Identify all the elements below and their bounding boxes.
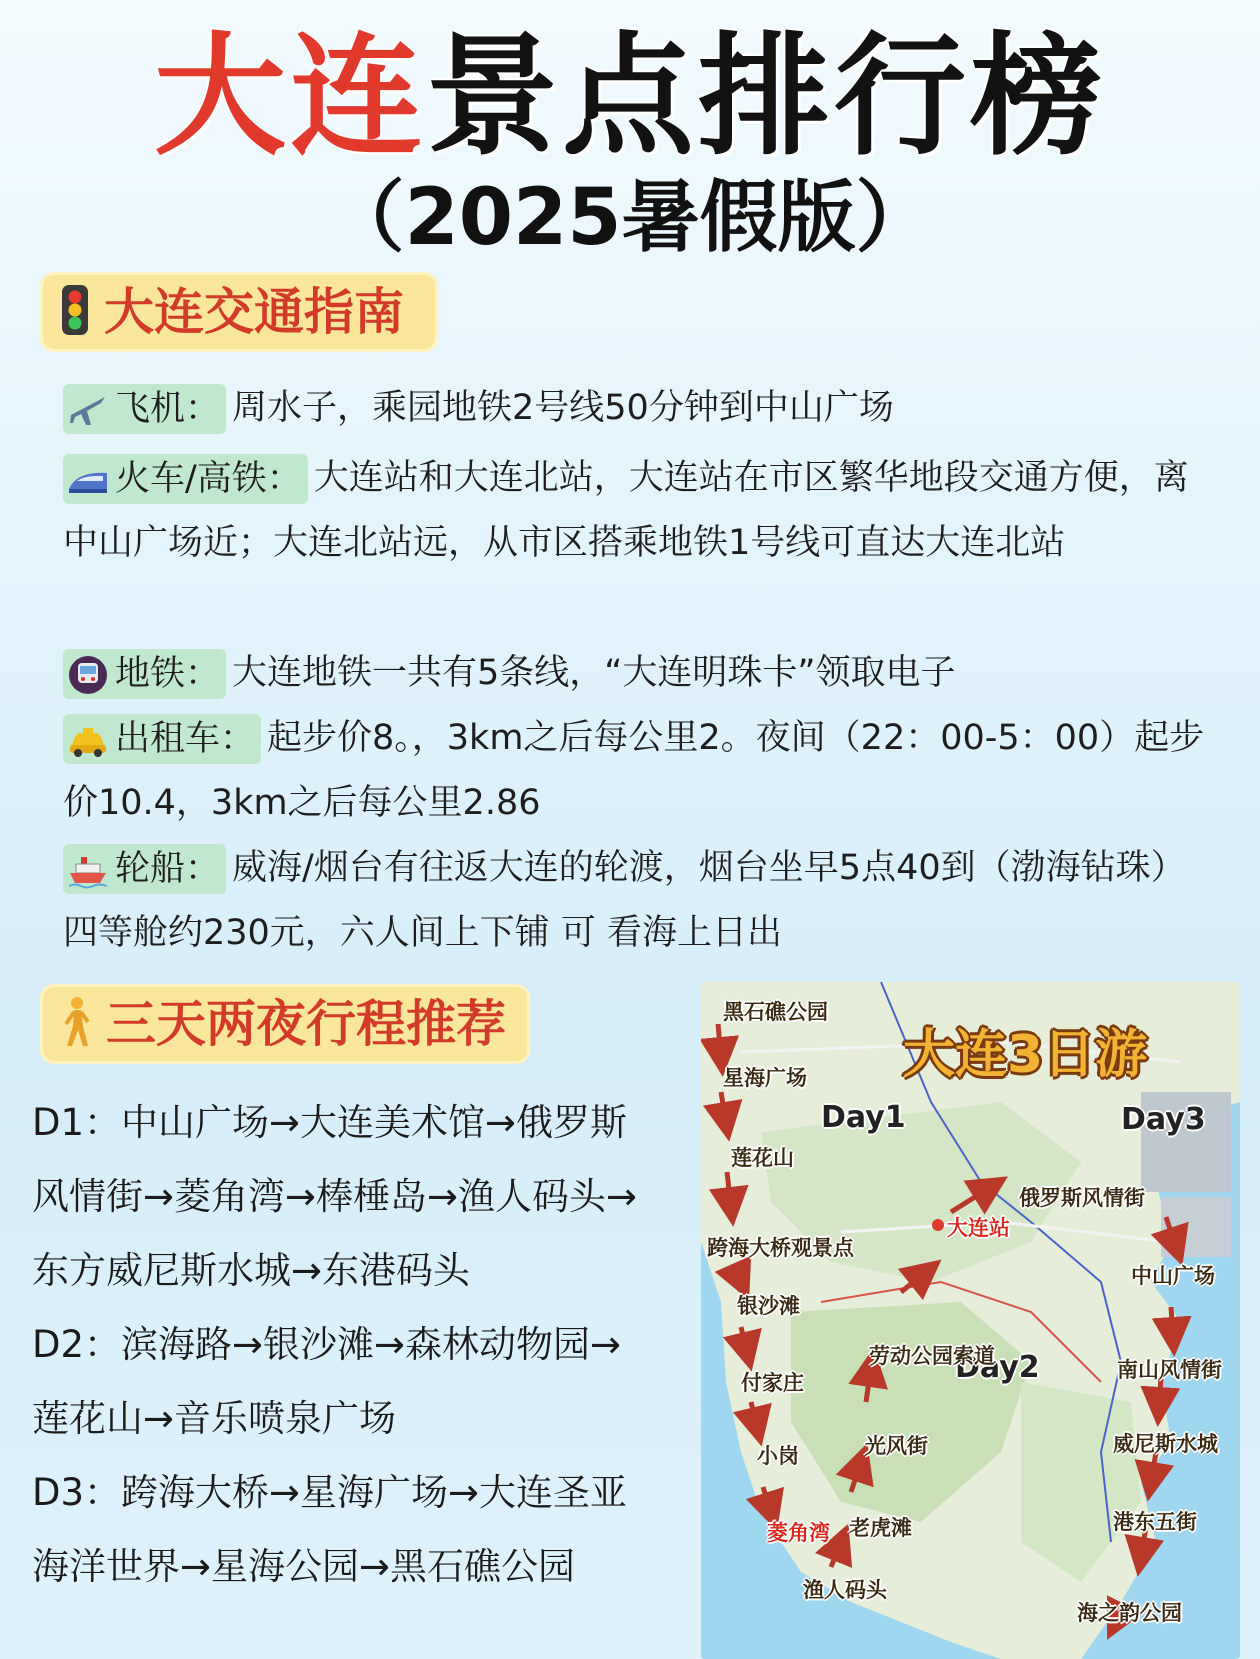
traffic-section-title: 大连交通指南	[104, 283, 404, 341]
map-stop: 菱角湾	[767, 1521, 830, 1545]
taxi-icon	[67, 718, 109, 760]
transport-text: 起步价8。，3km之后每公里2。夜间（22：00-5：00）起步价10.4，3km之后每公里2.86	[63, 718, 1205, 823]
map-stop: 莲花山	[731, 1146, 794, 1170]
map-day1-label: Day1	[821, 1100, 906, 1135]
map-stop: 劳动公园索道	[869, 1344, 995, 1368]
map-stop: 光风街	[865, 1434, 928, 1458]
map-stop: 南山风情街	[1117, 1358, 1222, 1382]
map-stop: 小岗	[757, 1444, 799, 1468]
train-tag: 火车/高铁：	[63, 454, 308, 504]
transport-item-plane	[63, 376, 1213, 441]
map-stop: 跨海大桥观景点	[707, 1236, 854, 1260]
map-stop: 黑石礁公园	[723, 1000, 828, 1024]
map-stop: 付家庄	[741, 1371, 804, 1395]
map-stop: 海之韵公园	[1077, 1601, 1182, 1625]
page-subtitle: （2025暑假版）	[326, 173, 934, 263]
taxi-tag: 出租车：	[63, 714, 261, 764]
route-map	[701, 982, 1240, 1659]
traffic-section-header	[40, 272, 438, 352]
plane-tag: 飞机：	[63, 384, 226, 434]
map-stop: 威尼斯水城	[1113, 1432, 1218, 1456]
bullet-train-icon	[67, 458, 109, 500]
transport-item-metro	[63, 641, 1213, 706]
title-rest: 景点排行榜	[426, 20, 1106, 174]
itinerary-section-title: 三天两夜行程推荐	[106, 995, 506, 1053]
itinerary-day-3: D3：跨海大桥→星海广场→大连圣亚海洋世界→星海公园→黑石礁公园	[32, 1471, 628, 1588]
itinerary-day-2: D2：滨海路→银沙滩→森林动物园→莲花山→音乐喷泉广场	[32, 1323, 622, 1440]
transport-text: 大连站和大连北站，大连站在市区繁华地段交通方便，离中山广场近；大连北站远，从市区搭乘地铁1号线可直达大连北站	[63, 458, 1189, 563]
transport-item-taxi	[63, 706, 1213, 836]
itinerary-section-header	[40, 984, 530, 1064]
ship-icon	[67, 848, 109, 890]
metro-tag: 地铁：	[63, 649, 226, 699]
traffic-light-icon	[60, 284, 90, 340]
itinerary-day-1: D1：中山广场→大连美术馆→俄罗斯风情街→菱角湾→棒棰岛→渔人码头→东方威尼斯水城→东港码头	[32, 1101, 638, 1292]
transport-text: 大连地铁一共有5条线，“大连明珠卡”领取电子	[232, 653, 956, 693]
airplane-icon	[67, 388, 109, 430]
page-title	[0, 22, 1260, 172]
transport-text: 周水子，乘园地铁2号线50分钟到中山广场	[232, 388, 894, 428]
itinerary-list	[32, 1086, 652, 1604]
map-stop: 中山广场	[1131, 1264, 1215, 1288]
map-stop: 星海广场	[723, 1066, 807, 1090]
map-day3-label: Day3	[1121, 1102, 1206, 1137]
map-stop: 港东五街	[1113, 1510, 1197, 1534]
map-stop: 老虎滩	[849, 1516, 912, 1540]
map-stop: 渔人码头	[803, 1578, 887, 1602]
walking-person-icon	[60, 996, 92, 1052]
map-stop: 银沙滩	[737, 1294, 800, 1318]
ship-tag: 轮船：	[63, 844, 226, 894]
map-stop: 大连站	[947, 1216, 1010, 1240]
map-stop: 俄罗斯风情街	[1019, 1186, 1145, 1210]
map-day2-label: Day2	[955, 1350, 1040, 1385]
transport-item-train	[63, 446, 1213, 576]
metro-icon	[67, 653, 109, 695]
transport-text: 威海/烟台有往返大连的轮渡，烟台坐早5点40到（渤海钻珠）四等舱约230元，六人间上下铺 可 看海上日出	[63, 848, 1186, 953]
map-title: 大连3日游	[903, 1025, 1148, 1085]
transport-item-ship	[63, 836, 1213, 966]
title-city: 大连	[154, 20, 426, 174]
